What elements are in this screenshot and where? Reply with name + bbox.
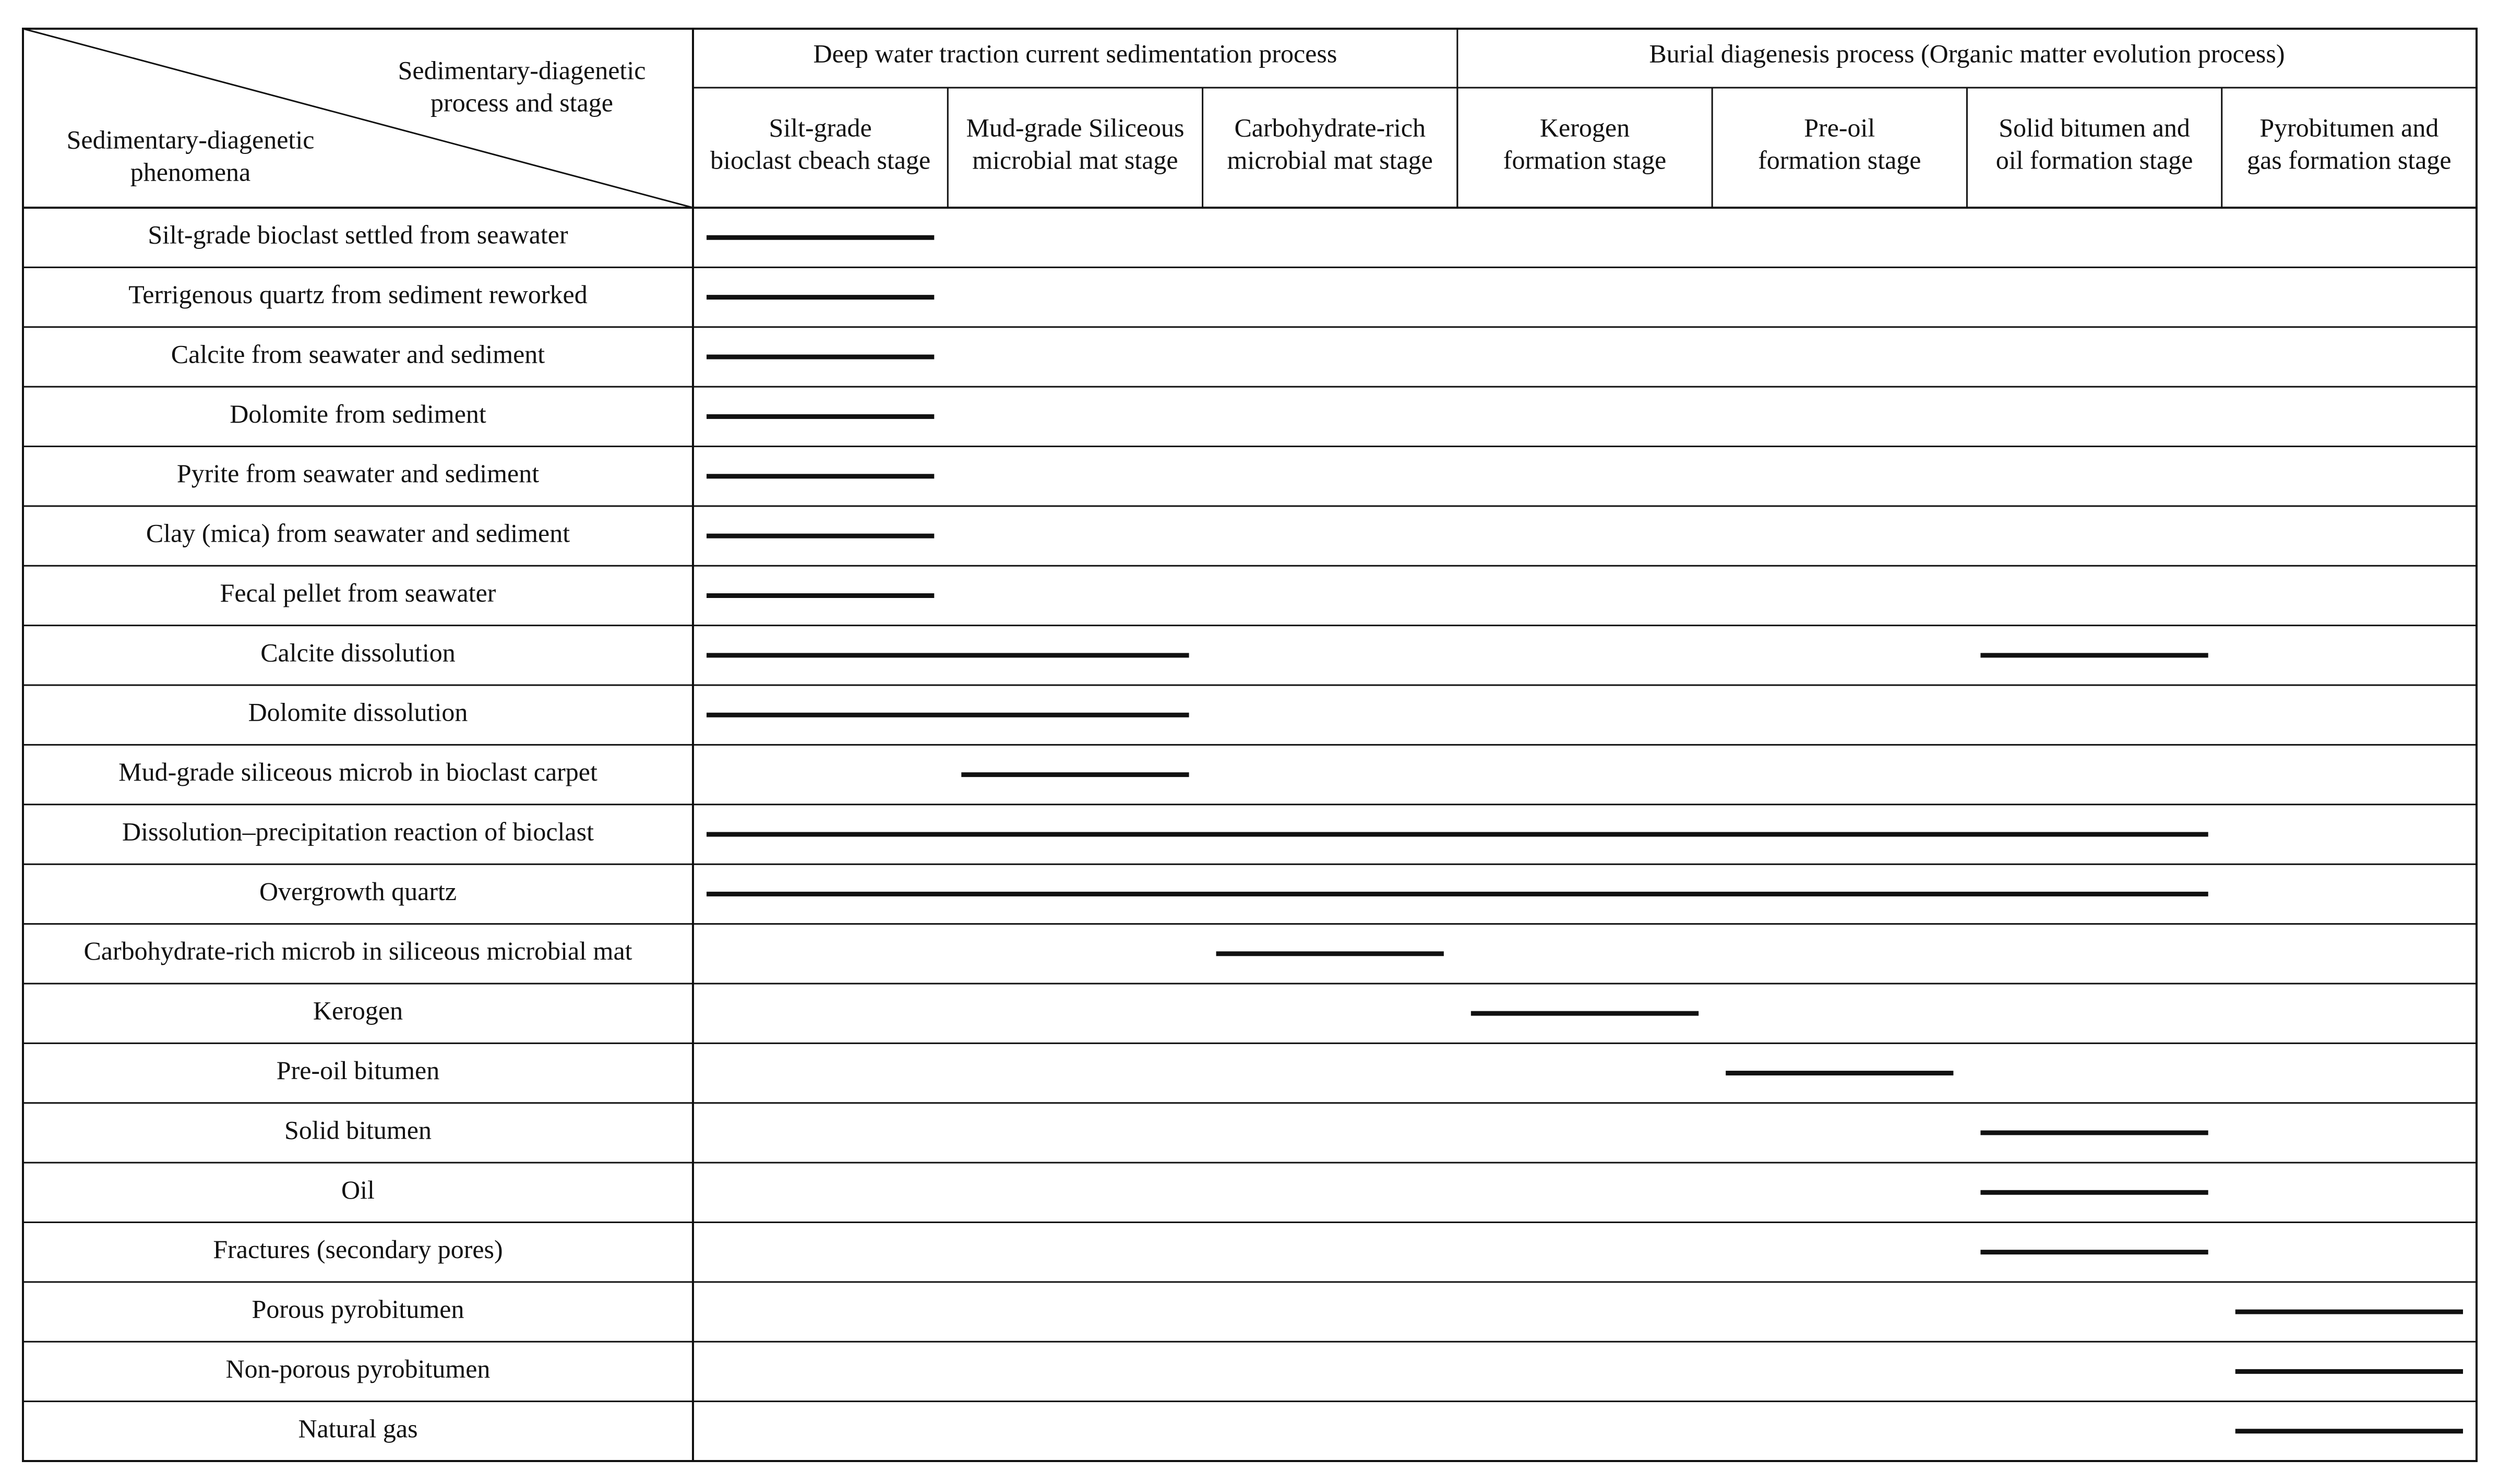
row-label: Pre-oil bitumen — [276, 1055, 440, 1085]
row-label: Dolomite from sediment — [230, 399, 486, 428]
row-label: Mud-grade siliceous microb in bioclast carpet — [118, 757, 597, 787]
row-label: Oil — [341, 1175, 375, 1204]
row-label: Dolomite dissolution — [248, 697, 468, 727]
stage-header-label: Carbohydrate-rich — [1234, 113, 1426, 142]
group-header-label: Burial diagenesis process (Organic matter evolution process) — [1649, 39, 2285, 68]
corner-bottom-label: phenomena — [130, 157, 251, 187]
row-label: Silt-grade bioclast settled from seawater — [148, 220, 568, 249]
stage-header-label: Solid bitumen and — [1999, 113, 2190, 142]
group-header-label: Deep water traction current sedimentation process — [813, 39, 1337, 68]
stage-header-label: Pre-oil — [1804, 113, 1875, 142]
corner-top-label: process and stage — [431, 88, 613, 117]
row-label: Overgrowth quartz — [259, 876, 457, 906]
row-label: Fecal pellet from seawater — [220, 578, 496, 607]
row-label: Fractures (secondary pores) — [213, 1235, 503, 1264]
row-label: Clay (mica) from seawater and sediment — [146, 518, 570, 548]
row-label: Non-porous pyrobitumen — [225, 1354, 491, 1383]
row-label: Calcite from seawater and sediment — [171, 339, 545, 369]
row-label: Porous pyrobitumen — [252, 1294, 464, 1324]
row-label: Pyrite from seawater and sediment — [176, 459, 540, 488]
row-label: Terrigenous quartz from sediment reworked — [128, 280, 588, 309]
corner-top-label: Sedimentary-diagenetic — [398, 55, 646, 85]
stage-header-label: microbial mat stage — [1227, 145, 1433, 175]
stage-header-label: oil formation stage — [1995, 145, 2193, 175]
stage-header-label: Mud-grade Siliceous — [966, 113, 1185, 142]
stage-header-label: Pyrobitumen and — [2259, 113, 2439, 142]
stage-header-label: formation stage — [1503, 145, 1667, 175]
stage-header-label: Silt-grade — [769, 113, 872, 142]
row-label: Natural gas — [298, 1414, 418, 1443]
stage-header-label: bioclast cbeach stage — [710, 145, 931, 175]
stage-header-label: gas formation stage — [2247, 145, 2452, 175]
row-label: Dissolution–precipitation reaction of bioclast — [122, 817, 594, 846]
stage-header-label: formation stage — [1758, 145, 1921, 175]
corner-bottom-label: Sedimentary-diagenetic — [66, 125, 315, 154]
row-label: Calcite dissolution — [260, 638, 456, 667]
row-label: Solid bitumen — [284, 1115, 432, 1145]
row-label: Carbohydrate-rich microb in siliceous microbial mat — [83, 936, 632, 966]
row-label: Kerogen — [313, 996, 403, 1025]
stage-header-label: microbial mat stage — [972, 145, 1178, 175]
stage-header-label: Kerogen — [1539, 113, 1630, 142]
